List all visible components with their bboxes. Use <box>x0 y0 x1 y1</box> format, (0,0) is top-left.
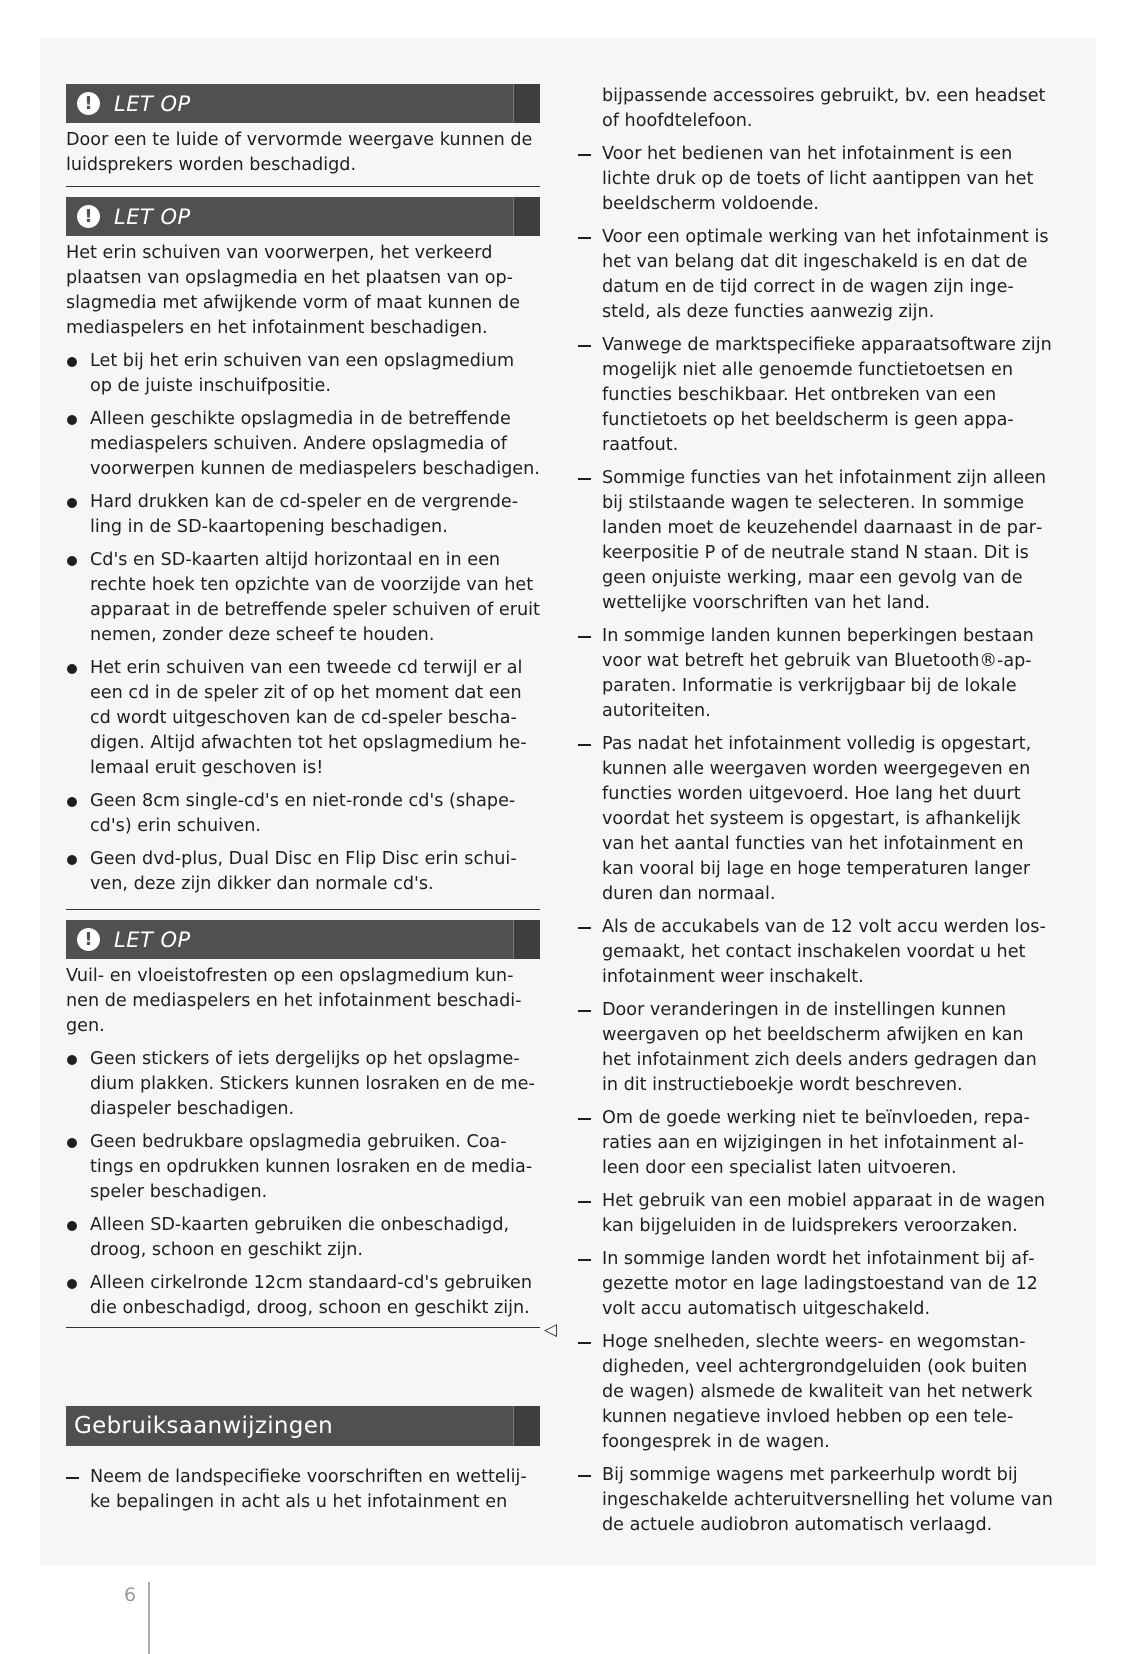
warning-box-1 <box>66 84 540 187</box>
dash-icon <box>578 1342 591 1344</box>
exclamation-circle-icon: ! <box>77 928 100 951</box>
exclamation-circle-icon: ! <box>77 92 100 115</box>
warning-text: Het erin schuiven van voorwerpen, het verkeerd plaatsen van opslagmedia en het plaatsen van opslagmedia met afwijkende vorm of maat kunnen de mediaspelers en het infotainment beschadigen. <box>66 243 521 338</box>
list-item: Alleen geschikte opslagmedia in de betreffende mediaspelers schuiven. Andere opslagmedia of voorwerpen kunnen de mediaspelers beschadigen. <box>66 407 540 482</box>
bullet-icon <box>67 415 77 425</box>
dash-icon <box>578 1201 591 1203</box>
bullet-icon <box>67 556 77 566</box>
bullet-icon <box>67 357 77 367</box>
list-item: Als de accukabels van de 12 volt accu werden losgemaakt, het contact inschakelen voordat u het infotainment weer inschakelt. <box>578 915 1054 990</box>
bullet-icon <box>67 664 77 674</box>
list-item: Geen bedrukbare opslagmedia gebruiken. Coatings en opdrukken kunnen losraken en de mediaspeler beschadigen. <box>66 1130 540 1205</box>
left-column <box>66 84 540 1338</box>
list-item: Om de goede werking niet te beïnvloeden, reparaties aan en wijzigingen in het infotainment alleen door een specialist laten uitvoeren. <box>578 1106 1054 1181</box>
section-title: Gebruiksaanwijzingen <box>74 1413 334 1439</box>
section-header <box>66 1406 540 1446</box>
warning-box-3 <box>66 920 540 1328</box>
left-instruction-list <box>66 1465 540 1523</box>
list-item: Geen dvd-plus, Dual Disc en Flip Disc erin schuiven, deze zijn dikker dan normale cd's. <box>66 847 540 897</box>
list-item: Het erin schuiven van een tweede cd terwijl er al een cd in de speler zit of op het moment dat een cd wordt uitgeschoven kan de cd-speler beschadigen. Altijd afwachten tot het opslagmedium helemaal eruit geschoven is! <box>66 656 540 781</box>
list-item: Geen stickers of iets dergelijks op het opslagmedium plakken. Stickers kunnen losraken en de mediaspeler beschadigen. <box>66 1047 540 1122</box>
warning-title: LET OP <box>114 91 191 116</box>
bullet-icon <box>67 1279 77 1289</box>
list-item: Vanwege de marktspecifieke apparaatsoftware zijn mogelijk niet alle genoemde functietoetsen en functies beschikbaar. Het ontbreken van een functietoets op het beeldscherm is geen apparaatfout. <box>578 333 1054 458</box>
list-item: Hoge snelheden, slechte weers- en wegomstandigheden, veel achtergrondgeluiden (ook buiten de wagen) alsmede de kwaliteit van het netwerk kunnen negatieve invloed hebben op een telefoongesprek in de wagen. <box>578 1330 1054 1455</box>
warning-header <box>66 197 540 236</box>
bullet-icon <box>67 1138 77 1148</box>
end-of-warning-icon: ◁ <box>544 1320 558 1340</box>
warning-title: LET OP <box>114 927 191 952</box>
list-item: Het gebruik van een mobiel apparaat in de wagen kan bijgeluiden in de luidsprekers veroorzaken. <box>578 1189 1054 1239</box>
dash-list <box>578 142 1054 1538</box>
list-item: Voor een optimale werking van het infotainment is het van belang dat dit ingeschakeld is en dat de datum en de tijd correct in de wagen zijn ingesteld, als deze functies aanwezig zijn. <box>578 225 1054 325</box>
dash-icon <box>578 1118 591 1120</box>
dash-icon <box>578 1010 591 1012</box>
page-number-divider <box>148 1582 150 1654</box>
dash-icon <box>578 1259 591 1261</box>
dash-list <box>66 1465 540 1515</box>
page-number: 6 <box>124 1584 137 1606</box>
bullet-icon <box>67 797 77 807</box>
dash-icon <box>578 478 591 480</box>
warning-box-2 <box>66 197 540 910</box>
warning-text: Door een te luide of vervormde weergave kunnen de luidsprekers worden beschadigd. <box>66 130 533 175</box>
dash-icon <box>66 1477 79 1479</box>
warning-body <box>66 964 540 1328</box>
dash-icon <box>578 237 591 239</box>
list-item: In sommige landen kunnen beperkingen bestaan voor wat betreft het gebruik van Bluetooth®-apparaten. Informatie is verkrijgbaar bij de lokale autoriteiten. <box>578 624 1054 724</box>
warning-header <box>66 920 540 959</box>
list-item: Pas nadat het infotainment volledig is opgestart, kunnen alle weergaven worden weergegeven en functies worden uitgevoerd. Hoe lang het duurt voordat het systeem is opgestart, is afhankelijk van het aantal functies van het infotainment en kan vooral bij lage en hoge temperaturen langer duren dan normaal. <box>578 732 1054 907</box>
bullet-icon <box>67 1221 77 1231</box>
list-item: Cd's en SD-kaarten altijd horizontaal en in een rechte hoek ten opzichte van de voorzijde van het apparaat in de betreffende speler schuiven of eruit nemen, zonder deze scheef te houden. <box>66 548 540 648</box>
continued-text: bijpassende accessoires gebruikt, bv. een headset of hoofdtelefoon. <box>602 86 1046 131</box>
warning-bullet-list <box>66 1047 540 1321</box>
warning-title: LET OP <box>114 204 191 229</box>
warning-body <box>66 128 540 187</box>
list-item: Voor het bedienen van het infotainment is een lichte druk op de toets of licht aantippen van het beeldscherm voldoende. <box>578 142 1054 217</box>
list-item: Alleen SD-kaarten gebruiken die onbeschadigd, droog, schoon en geschikt zijn. <box>66 1213 540 1263</box>
dash-icon <box>578 345 591 347</box>
list-item: Alleen cirkelronde 12cm standaard-cd's gebruiken die onbeschadigd, droog, schoon en geschikt zijn. <box>66 1271 540 1321</box>
warning-body <box>66 241 540 910</box>
list-item: Bij sommige wagens met parkeerhulp wordt bij ingeschakelde achteruitversnelling het volume van de actuele audiobron automatisch verlaagd. <box>578 1463 1054 1538</box>
dash-icon <box>578 636 591 638</box>
list-item: Sommige functies van het infotainment zijn alleen bij stilstaande wagen te selecteren. In sommige landen moet de keuzehendel daarnaast in de parkeerpositie P of de neutrale stand N staan. Dit is geen onjuiste werking, maar een gevolg van de wettelijke voorschriften van het land. <box>578 466 1054 616</box>
list-item: Hard drukken kan de cd-speler en de vergrendeling in de SD-kaartopening beschadigen. <box>66 490 540 540</box>
list-item: Door veranderingen in de instellingen kunnen weergaven op het beeldscherm afwijken en kan het infotainment zich deels anders gedragen dan in dit instructieboekje wordt beschreven. <box>578 998 1054 1098</box>
dash-icon <box>578 154 591 156</box>
bullet-icon <box>67 1055 77 1065</box>
list-item: Geen 8cm single-cd's en niet-ronde cd's (shapecd's) erin schuiven. <box>66 789 540 839</box>
dash-icon <box>578 927 591 929</box>
list-item: Let bij het erin schuiven van een opslagmedium op de juiste inschuifpositie. <box>66 349 540 399</box>
right-column <box>578 84 1054 1546</box>
dash-icon <box>578 1475 591 1477</box>
warning-bullet-list <box>66 349 540 897</box>
warning-text: Vuil- en vloeistofresten op een opslagmedium kunnen de mediaspelers en het infotainment beschadigen. <box>66 966 522 1036</box>
bullet-icon <box>67 855 77 865</box>
dash-icon <box>578 744 591 746</box>
list-item: Neem de landspecifieke voorschriften en wettelijke bepalingen in acht als u het infotainment en <box>66 1465 540 1515</box>
warning-header <box>66 84 540 123</box>
list-item: In sommige landen wordt het infotainment bij afgezette motor en lage ladingstoestand van de 12 volt accu automatisch uitgeschakeld. <box>578 1247 1054 1322</box>
exclamation-circle-icon: ! <box>77 205 100 228</box>
bullet-icon <box>67 498 77 508</box>
